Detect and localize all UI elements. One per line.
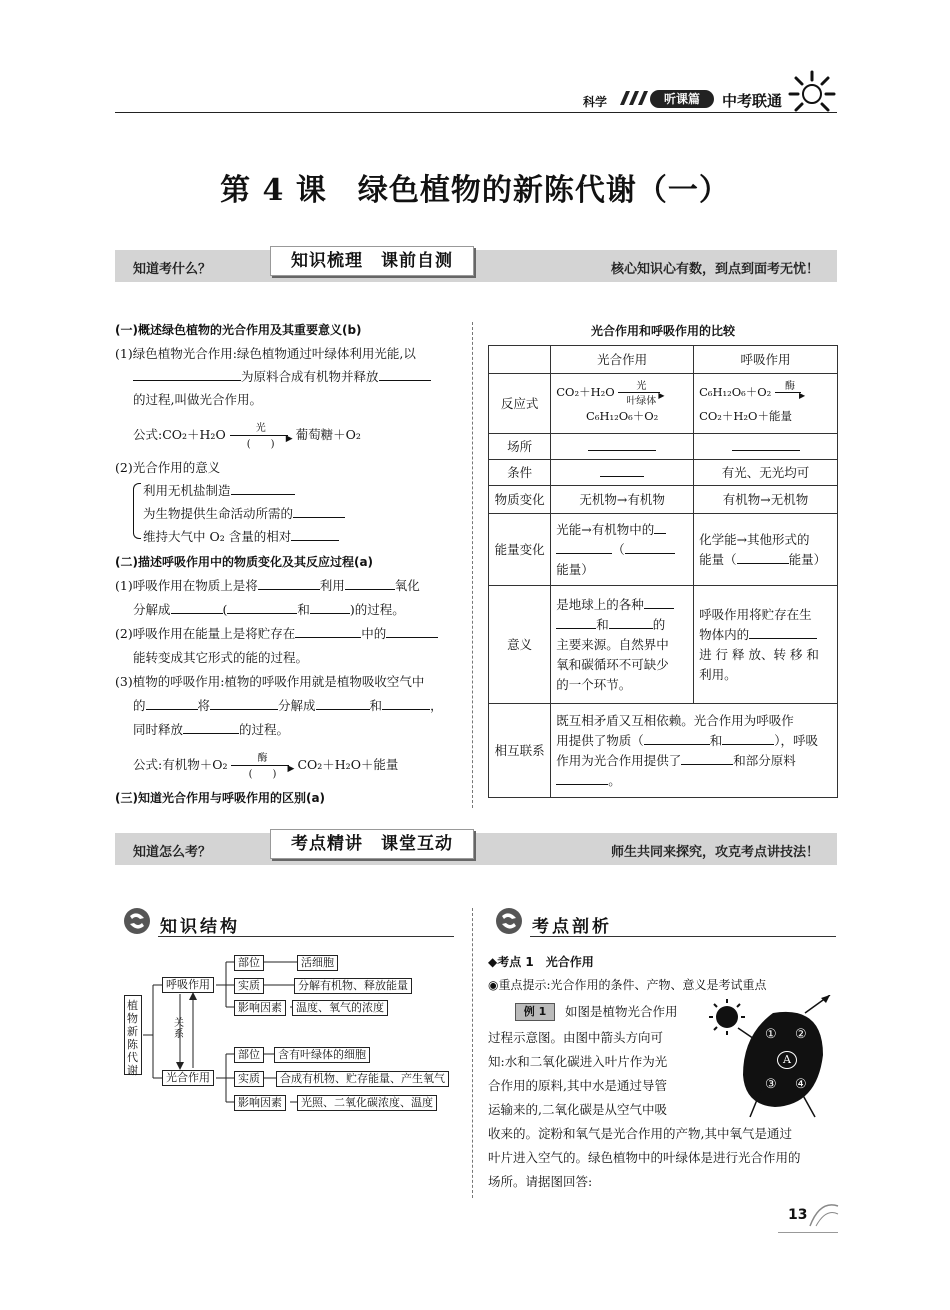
banner-right-text: 核心知识心有数，到点到面考无忧！ <box>610 262 819 277</box>
heading-rule <box>530 936 836 937</box>
leaf-diagram <box>705 995 840 1125</box>
text-line: 如图是植物光合作用 <box>565 1004 678 1019</box>
text-line: 收来的。淀粉和氧气是光合作用的产物,其中氧气是通过 <box>488 1126 792 1141</box>
answer-blank[interactable] <box>316 698 370 710</box>
banner-left-text: 知道怎么考？ <box>133 845 212 860</box>
section-heading: (二)描述呼吸作用中的物质变化及其反应过程(a) <box>115 555 374 569</box>
answer-blank[interactable] <box>133 369 241 381</box>
answer-blank[interactable] <box>556 773 608 785</box>
table-cell <box>694 434 838 460</box>
banner-exam <box>115 833 837 865</box>
table-cell <box>551 460 694 486</box>
section-heading: 考点剖析 <box>532 917 612 937</box>
text-line: 能转变成其它形式的能的过程。 <box>133 650 309 665</box>
table-row-header: 反应式 <box>489 374 551 434</box>
ph-factor: 光照、二氧化碳浓度、温度 <box>297 1095 437 1111</box>
answer-blank[interactable] <box>609 617 653 629</box>
text-line: 为生物提供生命活动所需的 <box>143 506 345 522</box>
banner-left-text: 知道考什么？ <box>133 262 212 277</box>
label-1: ① <box>765 1027 777 1042</box>
answer-blank[interactable] <box>681 753 733 765</box>
answer-blank[interactable] <box>231 483 295 495</box>
text-line: 场所。请据图回答: <box>488 1174 593 1189</box>
table-cell: 光能→有机物中的 （ 能量） <box>551 514 694 586</box>
node-factor: 影响因素 <box>234 1095 286 1111</box>
answer-blank[interactable] <box>722 733 774 745</box>
node-factor: 影响因素 <box>234 1000 286 1016</box>
answer-blank[interactable] <box>644 733 710 745</box>
text-line: 利用无机盐制造 <box>143 483 295 499</box>
table-header: 呼吸作用 <box>694 346 838 374</box>
resp-factor: 温度、氧气的浓度 <box>292 1000 388 1016</box>
answer-blank[interactable] <box>379 369 431 381</box>
answer-blank[interactable] <box>386 626 438 638</box>
label-2: ② <box>795 1027 807 1042</box>
answer-blank[interactable] <box>749 627 817 639</box>
answer-blank[interactable] <box>291 529 339 541</box>
table-row <box>489 586 838 704</box>
answer-blank[interactable] <box>625 542 675 554</box>
page-title: 第 4 课 绿色植物的新陈代谢（一） <box>220 173 730 208</box>
table-row-header: 场所 <box>489 434 551 460</box>
table-row <box>489 704 838 798</box>
answer-blank[interactable] <box>258 578 320 590</box>
table-row <box>489 460 838 486</box>
table-row <box>489 514 838 586</box>
table-cell: 无机物→有机物 <box>551 486 694 514</box>
table-cell: 是地球上的各种 和 的 主要来源。自然界中 氧和碳循环不可缺少 的一个环节。 <box>551 586 694 704</box>
text-line: 维持大气中 O₂ 含量的相对 <box>143 529 339 545</box>
answer-blank[interactable] <box>737 552 789 564</box>
table-row <box>489 374 838 434</box>
banner-mid-text: 考点精讲 课堂互动 <box>270 829 474 859</box>
answer-blank[interactable] <box>382 698 430 710</box>
table-row-header: 相互联系 <box>489 704 551 798</box>
answer-blank[interactable] <box>732 439 800 451</box>
table-row <box>489 486 838 514</box>
text-line: 知:水和二氧化碳进入叶片作为光 <box>488 1054 668 1069</box>
table-cell: CO₂＋H₂O 光 ▶ 叶绿体 C₆H₁₂O₆＋O₂ <box>551 374 694 434</box>
answer-blank[interactable] <box>295 626 361 638</box>
table-cell <box>551 434 694 460</box>
table-row <box>489 346 838 374</box>
table-row-header: 意义 <box>489 586 551 704</box>
text-line: 合作用的原料,其中水是通过导管 <box>488 1078 667 1093</box>
node-part: 部位 <box>234 955 264 971</box>
heading-rule <box>158 936 454 937</box>
relation-label: 关系 <box>174 1018 184 1040</box>
section-heading: 知识结构 <box>160 917 240 937</box>
text-line: (1)绿色植物光合作用:绿色植物通过叶绿体利用光能,以 <box>115 346 416 361</box>
answer-blank[interactable] <box>183 722 239 734</box>
resp-essence: 分解有机物、释放能量 <box>294 978 412 994</box>
resp-part: 活细胞 <box>297 955 338 971</box>
text-line: 过程示意图。由图中箭头方向可 <box>488 1030 664 1045</box>
text-line: 分解成 ( 和 )的过程。 <box>133 602 405 617</box>
example-label: 例 1 <box>515 1003 555 1021</box>
stripes-icon <box>620 91 650 105</box>
formula-respiration: 公式:有机物＋O₂ 酶 ▶ ( ) CO₂＋H₂O＋能量 <box>133 752 399 780</box>
answer-blank[interactable] <box>146 698 198 710</box>
answer-blank[interactable] <box>210 698 278 710</box>
root-node: 植物新陈代谢 <box>124 995 142 1075</box>
table-cell: 呼吸作用将贮存在生 物体内的 进 行 释 放、转 移 和 利用。 <box>694 586 838 704</box>
answer-blank[interactable] <box>227 602 297 614</box>
text-line: (1)呼吸作用在物质上是将 利用 氧化 <box>115 578 420 593</box>
answer-blank[interactable] <box>345 578 395 590</box>
table-cell: C₆H₁₂O₆＋O₂ 酶 ▶ CO₂＋H₂O＋能量 <box>694 374 838 434</box>
table-cell <box>489 346 551 374</box>
column-divider <box>472 908 473 1198</box>
text-line: (2)光合作用的意义 <box>115 460 221 475</box>
answer-blank[interactable] <box>588 439 656 451</box>
table-cell: 有机物→无机物 <box>694 486 838 514</box>
text-line: 运输来的,二氧化碳是从空气中吸 <box>488 1102 667 1117</box>
answer-blank[interactable] <box>310 602 350 614</box>
table-row-header: 条件 <box>489 460 551 486</box>
brace <box>133 483 141 539</box>
answer-blank[interactable] <box>556 617 596 629</box>
ph-essence: 合成有机物、贮存能量、产生氧气 <box>276 1071 449 1087</box>
text-line: (2)呼吸作用在能量上是将贮存在 中的 <box>115 626 438 642</box>
table-cell: 有光、无光均可 <box>694 460 838 486</box>
comparison-table <box>488 345 838 798</box>
label-4: ④ <box>795 1077 807 1092</box>
photosynthesis-node: 光合作用 <box>162 1070 214 1086</box>
node-essence: 实质 <box>234 978 264 994</box>
text-line: 为原料合成有机物并释放 <box>133 369 431 385</box>
section-heading: (三)知道光合作用与呼吸作用的区别(a) <box>115 791 326 805</box>
section-swirl-icon <box>494 906 524 936</box>
respiration-node: 呼吸作用 <box>162 977 214 993</box>
sun-logo-icon <box>782 68 838 116</box>
point-heading: ◆考点 1 光合作用 <box>488 955 594 969</box>
ph-part: 含有叶绿体的细胞 <box>274 1047 370 1063</box>
table-header: 光合作用 <box>551 346 694 374</box>
banner-knowledge <box>115 250 837 282</box>
formula-photosynthesis: 公式:CO₂＋H₂O 光 ▶ ( ) 葡萄糖＋O₂ <box>133 422 361 450</box>
section-swirl-icon <box>122 906 152 936</box>
page-corner-icon <box>808 1200 840 1228</box>
text-line: 叶片进入空气的。绿色植物中的叶绿体是进行光合作用的 <box>488 1150 801 1165</box>
tip-text: ◉重点提示:光合作用的条件、产物、意义是考试重点 <box>488 978 767 992</box>
answer-blank[interactable] <box>600 465 644 477</box>
text-line: (3)植物的呼吸作用:植物的呼吸作用就是植物吸收空气中 <box>115 674 425 689</box>
text-line: 的过程,叫做光合作用。 <box>133 392 262 407</box>
table-row-header: 能量变化 <box>489 514 551 586</box>
table-cell: 既互相矛盾又互相依赖。光合作用为呼吸作 用提供了物质（ 和 ），呼吸 作用为光合作用提供了 和部分原料 。 <box>551 704 838 798</box>
banner-right-text: 师生共同来探究，攻克考点讲技法！ <box>610 845 819 860</box>
label-3: ③ <box>765 1077 777 1092</box>
header-subject: 科学 <box>583 95 608 109</box>
table-cell: 化学能→其他形式的 能量（ 能量） <box>694 514 838 586</box>
text-line: 同时释放 的过程。 <box>133 722 290 737</box>
node-part: 部位 <box>234 1047 264 1063</box>
answer-blank[interactable] <box>293 506 345 518</box>
page-number: 13 <box>788 1207 808 1223</box>
table-caption: 光合作用和呼吸作用的比较 <box>590 324 735 338</box>
column-divider <box>472 322 473 808</box>
page-rule <box>778 1232 838 1233</box>
text-line: 的 将 分解成 和 ， <box>133 698 443 713</box>
banner-mid-text: 知识梳理 课前自测 <box>270 246 474 276</box>
answer-blank[interactable] <box>171 602 223 614</box>
answer-blank[interactable] <box>556 542 612 554</box>
table-row-header: 物质变化 <box>489 486 551 514</box>
header-badge: 听课篇 <box>650 90 714 108</box>
section-heading: (一)概述绿色植物的光合作用及其重要意义(b) <box>115 323 362 337</box>
table-row <box>489 434 838 460</box>
label-a: A <box>777 1051 797 1069</box>
header-series: 中考联通 <box>722 92 783 110</box>
header-rule <box>115 112 837 113</box>
node-essence: 实质 <box>234 1071 264 1087</box>
